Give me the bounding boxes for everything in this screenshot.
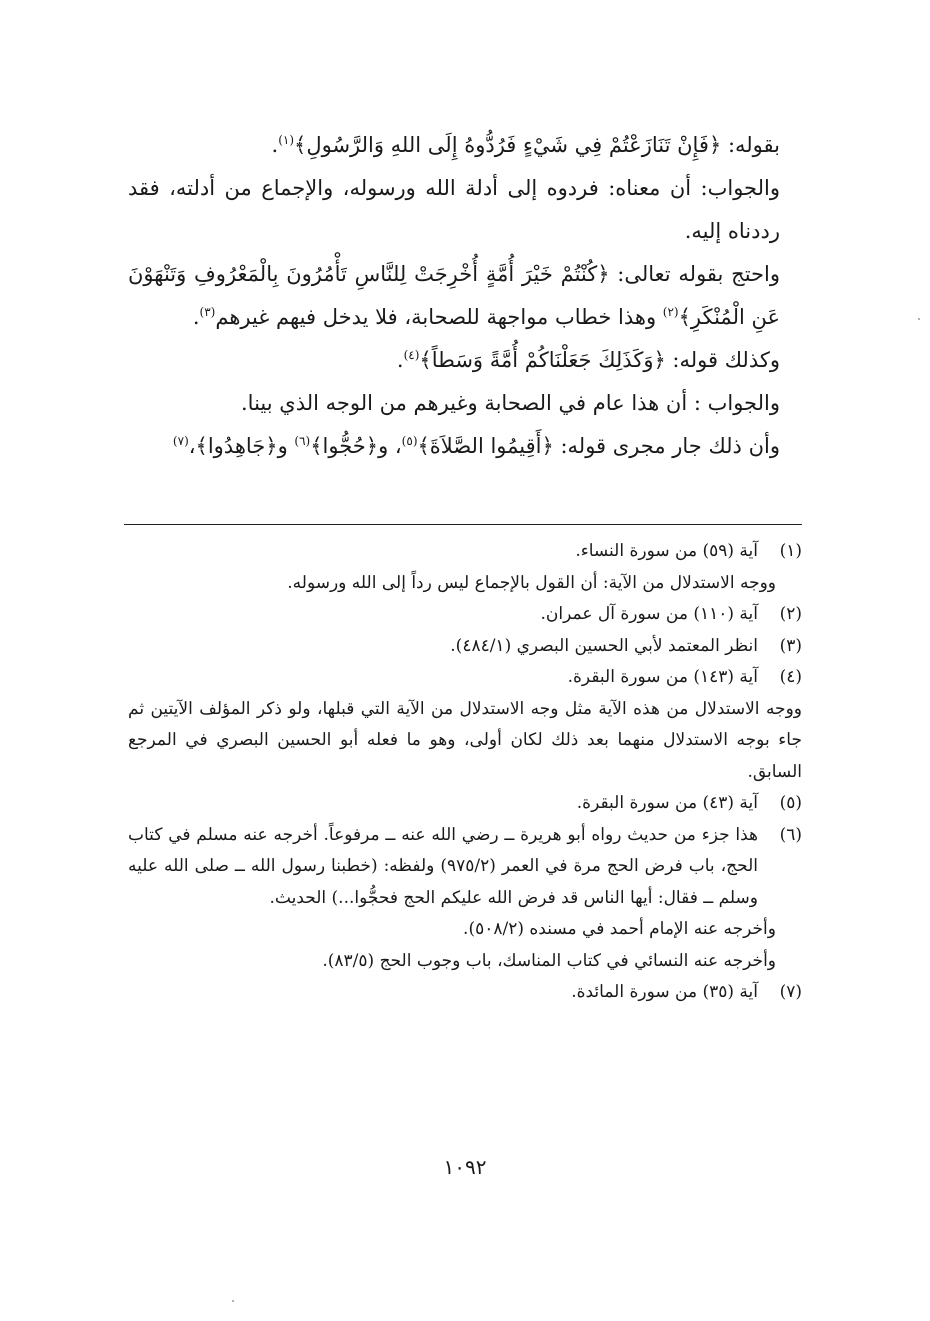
paragraph-1-end: . [271,133,279,157]
footnote-2-number: (٢) [779,604,802,624]
footnote-1-text: آية (٥٩) من سورة النساء. [575,541,758,561]
footnote-ref-3[interactable]: (٣) [199,305,216,319]
footnotes-section [128,536,802,1009]
footnote-ref-5[interactable]: (٥) [401,434,418,448]
footnote-2-text: آية (١١٠) من سورة آل عمران. [540,604,758,624]
paragraph-4 [128,339,802,382]
footnote-6-continuation-2: وأخرجه عنه النسائي في كتاب المناسك، باب وجوب الحج (٨٣/٥). [322,950,776,971]
paragraph-2 [128,167,802,253]
paragraph-6-text-a: وأن ذلك جار مجرى قوله: ﴿أَقِيمُوا الصَّلاَةَ﴾ [417,434,780,458]
footnote-7-number: (٧) [779,982,802,1002]
footnote-6-text: هذا جزء من حديث رواه أبو هريرة ــ رضي الله عنه ــ مرفوعاً. أخرجه عنه مسلم في كتاب الحج، باب فرض الحج مرة في العمر (٩٧٥/٢) ولفظه: (خطبنا رسول الله ــ صلى الله عليه وسلم ــ فقال: أيها الناس قد فرض الله عليكم الحج فحجُّوا...) الحديث. [128,824,758,908]
paragraph-3 [128,253,802,339]
paragraph-1-text: بقوله: ﴿فَإِنْ تَنَازَعْتُمْ فِي شَيْءٍ فَرُدُّوهُ إِلَى اللهِ وَالرَّسُولِ﴾ [294,133,780,157]
footnote-7-text: آية (٣٥) من سورة المائدة. [571,982,758,1002]
footnote-6-continuation-1: وأخرجه عنه الإمام أحمد في مسنده (٥٠٨/٢). [463,919,776,939]
page-number: ١٠٩٢ [443,1155,487,1179]
footnote-2 [128,599,802,631]
paragraph-3-end: . [192,305,200,329]
footnote-ref-7[interactable]: (٧) [172,434,189,448]
paragraph-3-text-a: واحتج بقوله تعالى: ﴿كُنْتُمْ خَيْرَ أُمَّةٍ أُخْرِجَتْ لِلنَّاسِ تَأْمُرُونَ بِالْمَعْرُوفِ وَتَنْهَوْنَ عَنِ الْمُنْكَرِ﴾ [128,262,780,329]
paragraph-4-text: وكذلك قوله: ﴿وَكَذَلِكَ جَعَلْنَاكُمْ أُمَّةً وَسَطاً﴾ [419,348,780,372]
footnote-1 [128,536,802,568]
paragraph-6-text-b: ، و﴿حُجُّوا﴾ [310,434,402,458]
footnote-4-number: (٤) [779,667,802,687]
main-text [128,124,802,468]
footnote-3 [128,631,802,663]
footnote-4 [128,662,802,694]
paragraph-5 [128,382,802,425]
footnote-ref-6[interactable]: (٦) [294,434,311,448]
footnote-5-number: (٥) [779,793,802,813]
paragraph-4-end: . [396,348,404,372]
footnote-5 [128,788,802,820]
paragraph-3-text-b: وهذا خطاب مواجهة للصحابة، فلا يدخل فيهم غيرهم [215,305,663,329]
footnote-3-number: (٣) [779,635,802,656]
paragraph-2-text: والجواب: أن معناه: فردوه إلى أدلة الله ورسوله، والإجماع من أدلته، فقد رددناه إليه. [128,176,780,243]
footnote-ref-1[interactable]: (١) [278,133,295,147]
footnote-5-text: آية (٤٣) من سورة البقرة. [576,793,758,813]
paragraph-1 [128,124,802,167]
scan-speck [918,318,920,320]
footnote-6 [128,820,802,915]
footnote-6-number: (٦) [779,824,802,845]
footnote-3-text: انظر المعتمد لأبي الحسين البصري (٤٨٤/١). [450,635,758,656]
footnote-4-text: آية (١٤٣) من سورة البقرة. [567,667,758,687]
footnote-ref-4[interactable]: (٤) [403,348,420,362]
footnote-ref-2[interactable]: (٢) [662,305,679,319]
footnote-1-continuation: ووجه الاستدلال من الآية: أن القول بالإجماع ليس رداً إلى الله ورسوله. [287,572,776,593]
paragraph-5-text: والجواب : أن هذا عام في الصحابة وغيرهم من الوجه الذي بينا. [241,391,780,415]
footnote-4-continuation: ووجه الاستدلال من هذه الآية مثل وجه الاستدلال من الآية التي قبلها، ولو ذكر المؤلف الآيتين ثم جاء بوجه الاستدلال منهما بعد ذلك لكان أولى، وهو ما فعله أبو الحسين البصري في المرجع السابق. [128,698,802,782]
footnote-7 [128,977,802,1009]
paragraph-6-text-c: و﴿جَاهِدُوا﴾، [188,434,295,458]
footnote-1-number: (١) [779,541,802,561]
paragraph-6 [128,425,802,468]
scan-speck [232,1300,234,1302]
footnote-divider [124,524,802,525]
